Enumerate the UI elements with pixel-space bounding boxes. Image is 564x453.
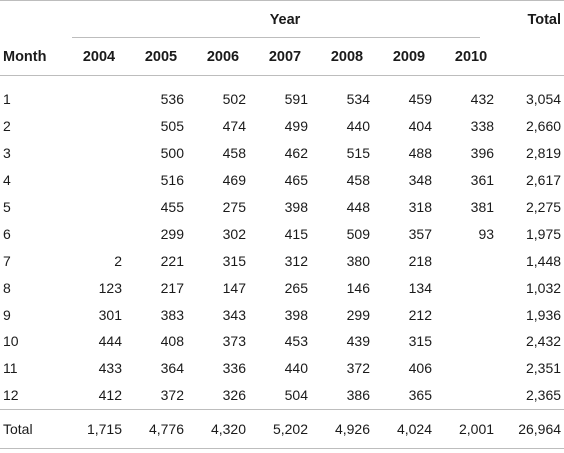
table-row xyxy=(0,220,564,247)
value-cell-2010: 396 xyxy=(470,145,495,162)
spacer-row xyxy=(0,76,564,87)
value-cell-2008: 146 xyxy=(346,279,370,296)
value-cell-2005: 372 xyxy=(160,387,184,404)
table-row xyxy=(0,328,564,355)
value-cell-2004: 412 xyxy=(98,387,122,404)
value-cell-2004: 444 xyxy=(98,333,122,350)
year-group-header: Year xyxy=(68,1,502,40)
value-cell-2005: 299 xyxy=(160,225,184,242)
totals-label: Total xyxy=(0,409,68,448)
value-cell-2006: 373 xyxy=(222,333,246,350)
table-row xyxy=(0,355,564,382)
value-cell-2010 xyxy=(440,301,502,328)
table-row xyxy=(0,301,564,328)
month-cell: 11 xyxy=(3,360,18,377)
value-cell-2007: 465 xyxy=(284,172,308,189)
value-cell-2004: 433 xyxy=(98,360,122,377)
value-cell-2006: 458 xyxy=(222,145,246,162)
month-cell: 8 xyxy=(3,279,11,296)
total-cell-2007: 5,202 xyxy=(254,409,316,448)
total-cell-2009: 4,024 xyxy=(378,409,440,448)
totals-row xyxy=(0,409,564,448)
total-header-spacer xyxy=(502,39,564,76)
month-cell: 10 xyxy=(3,333,19,350)
value-cell-2007: 398 xyxy=(284,306,308,323)
year-header-2009: 2009 xyxy=(378,39,440,76)
value-cell-2005: 505 xyxy=(160,118,184,135)
month-cell: 12 xyxy=(3,387,19,404)
total-column-header: Total xyxy=(502,1,564,40)
table-row xyxy=(0,194,564,221)
year-header-2006: 2006 xyxy=(192,39,254,76)
value-cell-2008: 386 xyxy=(346,387,370,404)
header-row-group xyxy=(0,1,564,40)
month-cell: 7 xyxy=(3,252,11,269)
value-cell-2005: 364 xyxy=(160,360,184,377)
value-cell-2010 xyxy=(440,274,502,301)
table-body xyxy=(0,76,564,410)
value-cell-2009: 134 xyxy=(408,279,432,296)
corner-cell xyxy=(0,1,68,40)
value-cell-2007: 591 xyxy=(284,91,308,108)
value-cell-2008: 299 xyxy=(346,306,370,323)
value-cell-2005: 500 xyxy=(160,145,184,162)
month-column-header: Month xyxy=(0,39,68,76)
value-cell-2010 xyxy=(440,382,502,409)
value-cell-2007: 415 xyxy=(284,225,308,242)
value-cell-2008: 372 xyxy=(346,360,370,377)
value-cell-2010: 361 xyxy=(470,172,495,189)
value-cell-2009: 404 xyxy=(408,118,432,135)
value-cell-2008: 509 xyxy=(346,225,370,242)
row-total-cell: 2,275 xyxy=(525,199,562,215)
row-total-cell: 2,351 xyxy=(525,360,562,377)
value-cell-2006: 326 xyxy=(222,387,246,404)
value-cell-2007: 504 xyxy=(284,387,308,404)
value-cell-2006: 343 xyxy=(222,306,246,323)
value-cell-2008: 439 xyxy=(346,333,370,350)
value-cell-2009: 318 xyxy=(408,199,432,215)
value-cell-2005: 455 xyxy=(160,199,184,215)
year-header-2008: 2008 xyxy=(316,39,378,76)
value-cell-2009: 488 xyxy=(408,145,432,162)
value-cell-2009: 365 xyxy=(408,387,432,404)
value-cell-2010: 381 xyxy=(470,199,495,215)
value-cell-2007: 453 xyxy=(284,333,308,350)
month-cell: 2 xyxy=(3,118,11,135)
value-cell-2008: 380 xyxy=(346,252,370,269)
value-cell-2005: 217 xyxy=(160,279,184,296)
value-cell-2010 xyxy=(440,328,502,355)
table-row xyxy=(0,274,564,301)
month-cell: 3 xyxy=(3,145,11,162)
value-cell-2004 xyxy=(68,167,130,194)
value-cell-2005: 516 xyxy=(160,172,184,189)
row-total-cell: 2,432 xyxy=(525,333,562,350)
value-cell-2004 xyxy=(68,86,130,113)
value-cell-2004 xyxy=(68,140,130,167)
table-row xyxy=(0,382,564,409)
total-cell-2005: 4,776 xyxy=(130,409,192,448)
year-header-2010: 2010 xyxy=(440,39,502,76)
value-cell-2008: 534 xyxy=(346,91,370,108)
value-cell-2007: 462 xyxy=(284,145,308,162)
value-cell-2006: 502 xyxy=(222,91,246,108)
row-total-cell: 1,936 xyxy=(525,306,562,323)
month-cell: 1 xyxy=(3,91,11,108)
value-cell-2004 xyxy=(68,113,130,140)
value-cell-2010: 93 xyxy=(478,225,495,242)
table-row xyxy=(0,113,564,140)
row-total-cell: 2,819 xyxy=(525,145,562,162)
value-cell-2007: 398 xyxy=(284,199,308,215)
value-cell-2007: 265 xyxy=(284,279,308,296)
total-cell-2006: 4,320 xyxy=(192,409,254,448)
value-cell-2006: 275 xyxy=(222,199,246,215)
total-cell-2004: 1,715 xyxy=(68,409,130,448)
grand-total-cell: 26,964 xyxy=(502,409,564,448)
value-cell-2009: 218 xyxy=(408,252,432,269)
value-cell-2005: 383 xyxy=(160,306,184,323)
value-cell-2005: 221 xyxy=(160,252,184,269)
value-cell-2007: 312 xyxy=(284,252,308,269)
row-total-cell: 2,365 xyxy=(525,387,562,404)
value-cell-2006: 474 xyxy=(222,118,246,135)
month-cell: 6 xyxy=(3,225,11,242)
value-cell-2007: 499 xyxy=(284,118,308,135)
value-cell-2009: 357 xyxy=(408,225,432,242)
table-row xyxy=(0,247,564,274)
row-total-cell: 2,617 xyxy=(525,172,562,189)
total-cell-2008: 4,926 xyxy=(316,409,378,448)
value-cell-2008: 440 xyxy=(346,118,370,135)
value-cell-2010 xyxy=(440,247,502,274)
value-cell-2010: 432 xyxy=(470,91,495,108)
table-row xyxy=(0,140,564,167)
value-cell-2005: 408 xyxy=(160,333,184,350)
value-cell-2006: 315 xyxy=(222,252,246,269)
table-row xyxy=(0,167,564,194)
value-cell-2004 xyxy=(68,194,130,221)
year-header-2005: 2005 xyxy=(130,39,192,76)
row-total-cell: 1,032 xyxy=(525,279,562,296)
year-header-2007: 2007 xyxy=(254,39,316,76)
row-total-cell: 2,660 xyxy=(525,118,562,135)
value-cell-2005: 536 xyxy=(160,91,184,108)
value-cell-2004 xyxy=(68,220,130,247)
value-cell-2004: 123 xyxy=(98,279,122,296)
value-cell-2010: 338 xyxy=(470,118,495,135)
total-cell-2010: 2,001 xyxy=(440,409,502,448)
value-cell-2007: 440 xyxy=(284,360,308,377)
month-cell: 4 xyxy=(3,172,11,189)
value-cell-2006: 302 xyxy=(222,225,246,242)
value-cell-2009: 406 xyxy=(408,360,432,377)
value-cell-2004: 2 xyxy=(114,252,122,269)
row-total-cell: 1,975 xyxy=(525,225,562,242)
value-cell-2009: 348 xyxy=(408,172,432,189)
value-cell-2009: 315 xyxy=(408,333,432,350)
value-cell-2008: 458 xyxy=(346,172,370,189)
value-cell-2006: 336 xyxy=(222,360,246,377)
table-row xyxy=(0,86,564,113)
value-cell-2006: 469 xyxy=(222,172,246,189)
value-cell-2008: 448 xyxy=(346,199,370,215)
value-cell-2006: 147 xyxy=(222,279,246,296)
year-header-2004: 2004 xyxy=(68,39,130,76)
header-row-years xyxy=(0,39,564,76)
value-cell-2010 xyxy=(440,355,502,382)
value-cell-2004: 301 xyxy=(98,306,122,323)
month-cell: 5 xyxy=(3,199,11,215)
month-cell: 9 xyxy=(3,306,11,323)
row-total-cell: 1,448 xyxy=(525,252,562,269)
row-total-cell: 3,054 xyxy=(525,91,562,108)
value-cell-2009: 212 xyxy=(408,306,432,323)
value-cell-2008: 515 xyxy=(346,145,370,162)
value-cell-2009: 459 xyxy=(408,91,432,108)
